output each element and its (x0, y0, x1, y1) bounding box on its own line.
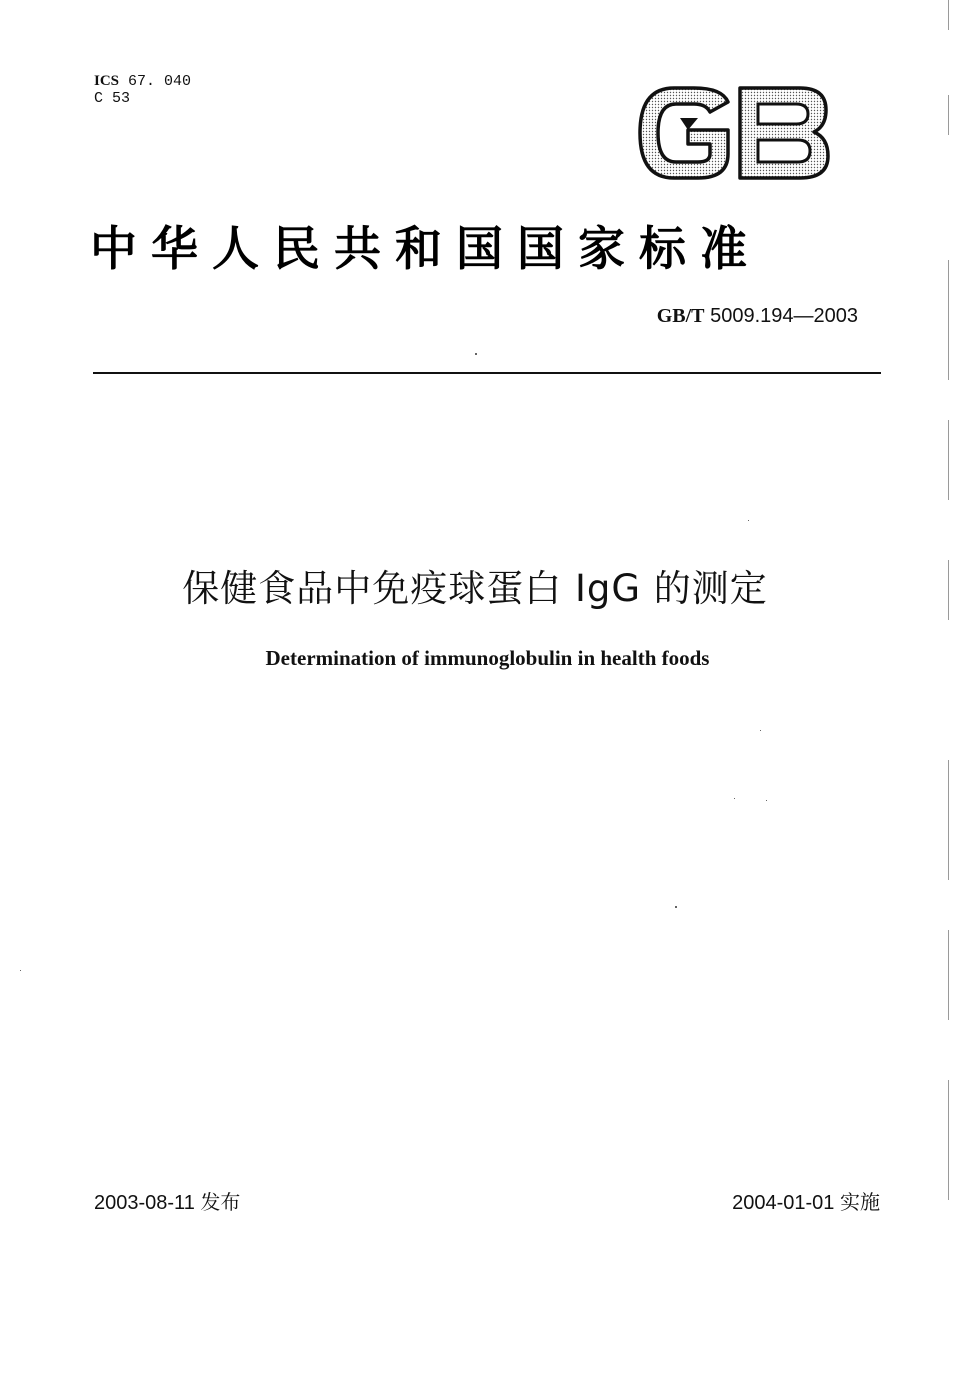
issue-date: 2003-08-11 发布 (94, 1192, 241, 1214)
standard-code: 5009.194—2003 (710, 305, 858, 327)
scan-edge (946, 0, 950, 1385)
ics-code-line (94, 73, 191, 90)
ics-label: ICS (94, 73, 120, 89)
scan-speck (748, 520, 749, 521)
document-title-chinese: 保健食品中免疫球蛋白 IgG 的测定 (182, 567, 768, 610)
gb-logo (636, 82, 832, 184)
scan-speck (675, 906, 677, 908)
header-divider (93, 372, 881, 374)
classification-codes (94, 73, 191, 107)
document-title-english: Determination of immunoglobulin in health foods (265, 646, 710, 670)
standard-number (657, 305, 858, 328)
standard-prefix: GB/T (656, 305, 705, 327)
scan-speck (760, 730, 761, 731)
gb-logo-text: GB (636, 82, 638, 83)
scan-speck (20, 970, 21, 971)
implementation-date: 2004-01-01 实施 (732, 1192, 880, 1214)
scan-speck (475, 353, 477, 355)
national-standard-title: 中华人民共和国国家标准 (90, 222, 761, 277)
ccs-code: C 53 (94, 90, 131, 107)
scan-speck (734, 798, 735, 799)
scan-speck (766, 800, 767, 801)
ics-code: 67. 040 (128, 73, 192, 90)
